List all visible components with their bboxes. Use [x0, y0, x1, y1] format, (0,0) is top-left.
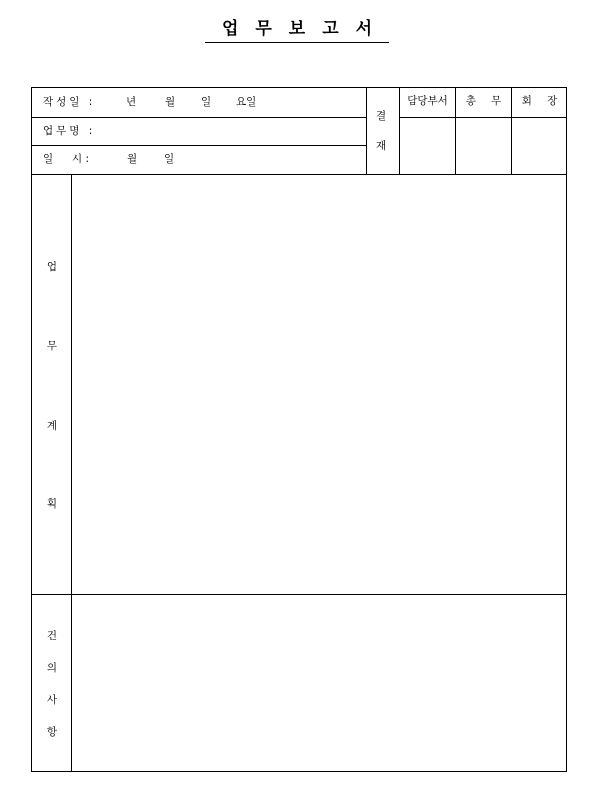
day-label: 일	[201, 96, 212, 108]
approval-label-bottom: 재	[376, 140, 387, 152]
divider	[399, 117, 566, 118]
suggestion-char-2: 의	[46, 662, 58, 674]
approval-col-dept: 담당부서	[407, 95, 448, 107]
approval-col-general: 총 무	[465, 95, 502, 107]
time-label-second: 시 :	[72, 153, 90, 165]
approval-col-chairman: 회 장	[521, 95, 558, 107]
divider	[32, 145, 366, 146]
suggestion-content-area[interactable]	[72, 595, 566, 771]
suggestion-char-3: 사	[46, 694, 58, 706]
suggestion-char-1: 건	[46, 630, 58, 642]
title-text: 업무보고서	[205, 18, 389, 43]
plan-char-2: 무	[46, 340, 58, 352]
time-label-first: 일	[43, 153, 54, 165]
weekday-label: 요일	[236, 96, 257, 108]
plan-content-area[interactable]	[72, 175, 566, 594]
suggestion-char-4: 항	[46, 726, 58, 738]
plan-char-3: 계	[46, 420, 58, 432]
task-name-label: 업무명 :	[43, 125, 96, 137]
time-day-label: 일	[164, 153, 175, 165]
plan-char-4: 획	[46, 498, 58, 510]
page-title	[0, 18, 594, 43]
month-label: 월	[165, 96, 176, 108]
plan-char-1: 업	[46, 261, 58, 273]
year-label: 년	[126, 96, 137, 108]
report-form	[31, 87, 567, 772]
time-month-label: 월	[127, 153, 138, 165]
divider	[366, 88, 367, 174]
date-label: 작성일 :	[43, 96, 96, 108]
approval-label-top: 결	[376, 110, 387, 122]
divider	[32, 117, 366, 118]
